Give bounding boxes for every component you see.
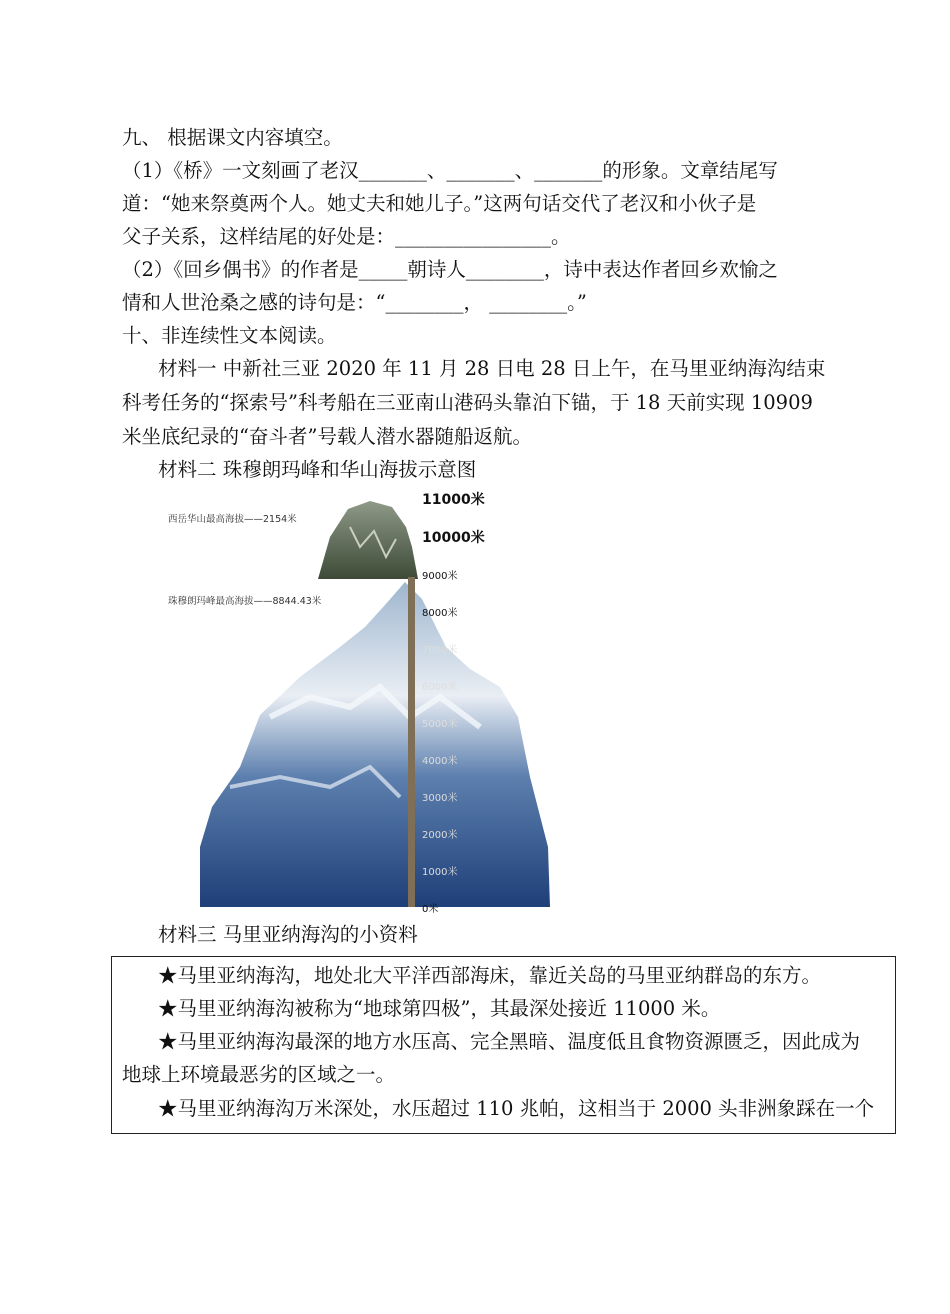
huashan-shape — [318, 501, 418, 579]
scale-label-5000: 5000米 — [422, 719, 458, 730]
question-1-line-2: 道：“她来祭奠两个人。她丈夫和她儿子。”这两句话交代了老汉和小伙子是 — [122, 192, 757, 215]
info-line-1: ★马里亚纳海沟，地处北大平洋西部海床，靠近关岛的马里亚纳群岛的东方。 — [158, 964, 822, 987]
info-line-4: 地球上环境最恶劣的区域之一。 — [122, 1063, 396, 1086]
mountain-illustration — [160, 487, 560, 912]
material-3-title: 材料三 马里亚纳海沟的小资料 — [158, 923, 418, 946]
question-2-line-1: （2）《回乡偶书》的作者是_____朝诗人________，诗中表达作者回乡欢愉之 — [122, 258, 778, 281]
info-line-2: ★马里亚纳海沟被称为“地球第四极”，其最深处接近 11000 米。 — [158, 997, 721, 1020]
material-2-title: 材料二 珠穆朗玛峰和华山海拔示意图 — [158, 458, 477, 481]
question-1-line-3: 父子关系，这样结尾的好处是：________________。 — [122, 225, 571, 248]
scale-label-8000: 8000米 — [422, 608, 458, 619]
scale-label-10000: 10000米 — [422, 530, 485, 546]
scale-bar — [408, 577, 415, 907]
info-line-5: ★马里亚纳海沟万米深处，水压超过 110 兆帕，这相当于 2000 头非洲象踩在一个 — [158, 1097, 875, 1120]
material-1-line-2: 科考任务的“探索号”科考船在三亚南山港码头靠泊下锚，于 18 天前实现 10909 — [122, 391, 813, 414]
material-1-line-3: 米坐底纪录的“奋斗者”号载人潜水器随船返航。 — [122, 425, 532, 448]
section-9-heading: 九、 根据课文内容填空。 — [122, 126, 343, 149]
scale-label-0: 0米 — [422, 904, 439, 915]
question-1-line-1: （1）《桥》一文刻画了老汉_______、_______、_______的形象。文章结尾写 — [122, 159, 778, 182]
scale-label-1000: 1000米 — [422, 867, 458, 878]
mountain-altitude-diagram — [160, 487, 560, 915]
question-2-line-2: 情和人世沧桑之感的诗句是：“________， ________。” — [122, 291, 587, 314]
section-10-heading: 十、非连续性文本阅读。 — [122, 324, 337, 347]
scale-label-9000: 9000米 — [422, 571, 458, 582]
material-3-info-box — [111, 956, 896, 1134]
info-line-3: ★马里亚纳海沟最深的地方水压高、完全黑暗、温度低且食物资源匮乏，因此成为 — [158, 1030, 861, 1053]
scale-label-4000: 4000米 — [422, 756, 458, 767]
material-1-line-1: 材料一 中新社三亚 2020 年 11 月 28 日电 28 日上午，在马里亚纳海沟结束 — [158, 357, 826, 380]
scale-label-7000: 7000米 — [422, 645, 458, 656]
everest-shape — [200, 582, 550, 907]
everest-label: 珠穆朗玛峰最高海拔——8844.43米 — [168, 596, 322, 607]
scale-label-6000: 6000米 — [422, 682, 458, 693]
scale-label-3000: 3000米 — [422, 793, 458, 804]
scale-label-2000: 2000米 — [422, 830, 458, 841]
scale-label-11000: 11000米 — [422, 492, 485, 508]
huashan-label: 西岳华山最高海拔——2154米 — [168, 514, 297, 525]
